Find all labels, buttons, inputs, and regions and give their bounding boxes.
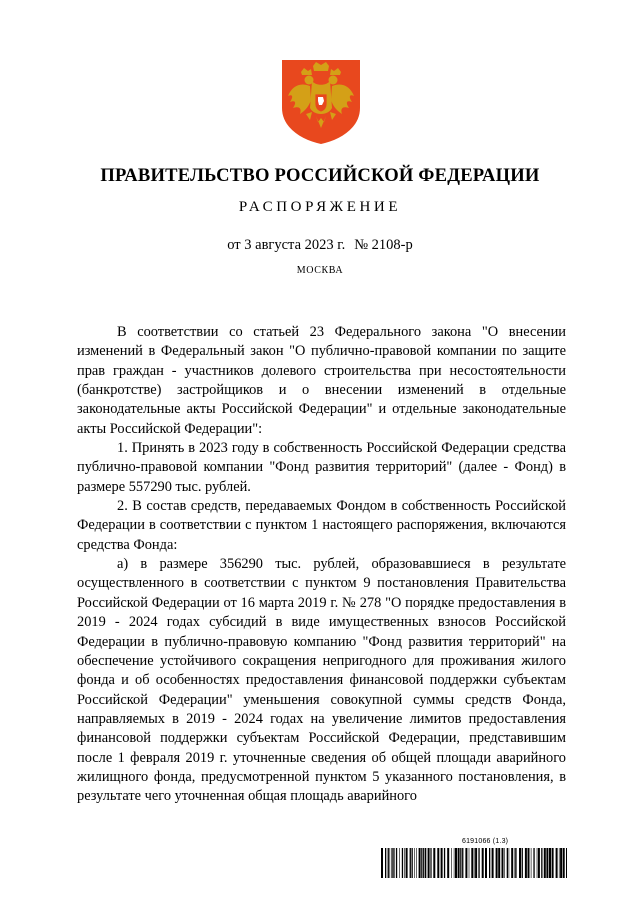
body-paragraph: а) в размере 356290 тыс. рублей, образовавшиеся в результате осуществленного в соответствии с пунктом 9 постановления Правительства Российской Федерации от 16 марта 2019 г. № 278 "О порядке предоставления в 2019 - 2024 годах субсидий в виде имущественных взносов Российской Федерации в публично-правовую компанию "Фонд развития территорий" на обеспечение устойчивого сокращения непригодного для проживания жилого фонда и об особенностях предоставления финансовой поддержки субъектам Российской Федерации" уменьшения совокупной суммы средств Фонда, направляемых в 2019 - 2024 годах на увеличение лимитов предоставления финансовой поддержки субъектам Российской Федерации, представившим после 1 февраля 2019 г. уточненные сведения об общей площади аварийного жилищного фонда, предусмотренной пунктом 5 указанного постановления, в результате чего уточненная общая площадь аварийного — [77, 556, 566, 805]
body-paragraph: 2. В состав средств, передаваемых Фондом в собственность Российской Федерации в соответствии с пунктом 1 настоящего распоряжения, включаются средства Фонда: — [77, 498, 566, 553]
document-date-line — [0, 237, 640, 254]
document-number: № 2108-р — [354, 237, 413, 253]
coat-of-arms-icon — [276, 56, 366, 146]
barcode-icon — [381, 848, 567, 878]
body-paragraph: 1. Принять в 2023 году в собственность Российской Федерации средства публично-правовой компании "Фонд развития территорий" (далее - Фонд) в размере 557290 тыс. рублей. — [77, 440, 566, 495]
document-date: от 3 августа 2023 г. — [227, 237, 346, 253]
document-body — [77, 323, 566, 807]
document-city: МОСКВА — [296, 265, 344, 276]
barcode-label: 6191066 (1.3) — [462, 838, 509, 845]
body-paragraph: В соответствии со статьей 23 Федерального закона "О внесении изменений в Федеральный закон "О публично-правовой компании по защите прав граждан - участников долевого строительства при несостоятельности (банкротстве) застройщиков и о внесении изменений в отдельные законодательные акты Российской Федерации" и отдельные законодательные акты Российской Федерации": — [77, 324, 566, 437]
document-type: РАСПОРЯЖЕНИЕ — [238, 199, 402, 215]
government-title: ПРАВИТЕЛЬСТВО РОССИЙСКОЙ ФЕДЕРАЦИИ — [100, 165, 540, 186]
